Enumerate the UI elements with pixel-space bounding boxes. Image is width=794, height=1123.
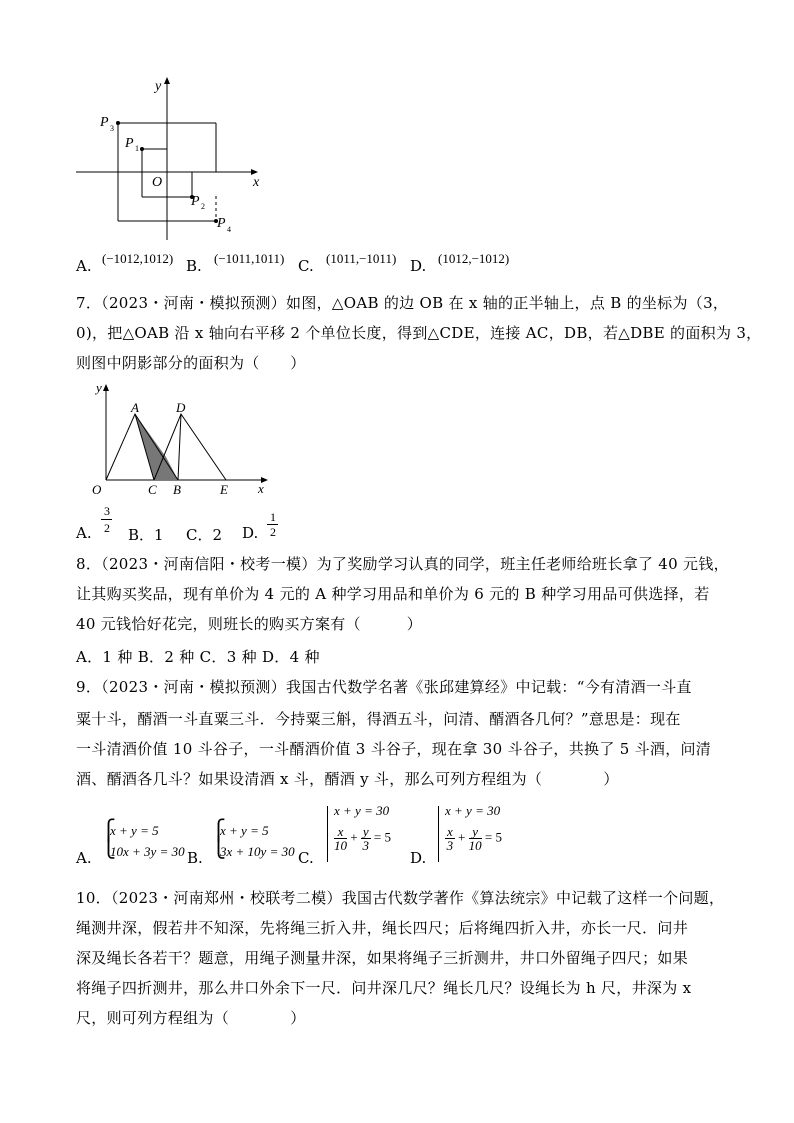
q6-label-p2-sub: 2	[201, 202, 205, 211]
q10-text-line-3: 深及绳长各若干？题意，用绳子测量井深，如果将绳子三折测井，井口外留绳子四尺；如果	[76, 949, 689, 967]
q9-option-c-n2: y	[362, 824, 369, 839]
q7-y-arrow	[103, 384, 109, 391]
q6-option-d-value[interactable]: (1012,−1012)	[438, 251, 510, 266]
q9-option-d-d2: 10	[468, 838, 482, 853]
q9-option-d-d1: 3	[446, 838, 454, 853]
q9-option-c-d2: 3	[362, 838, 369, 853]
q7-option-d-num[interactable]: 1	[270, 510, 276, 524]
q9-text-line-1: 9．（2023・河南・模拟预测）我国古代数学名著《张邱建算经》中记载：“今有清酒一斗直	[76, 678, 692, 696]
q7-text-line-3: 则图中阴影部分的面积为（ ）	[76, 354, 306, 372]
q7-label-o: O	[92, 482, 102, 497]
q9-option-a-brace-top: ⎧	[101, 820, 116, 842]
q9-option-a-eq1[interactable]: x + y = 5	[110, 823, 159, 838]
q7-option-d-den[interactable]: 2	[270, 525, 276, 539]
q7-segment-db	[178, 414, 181, 480]
q9-option-c-eq2[interactable]	[334, 825, 391, 852]
q9-option-b-brace-bottom: ⎩	[211, 837, 226, 859]
q7-triangle-figure	[88, 378, 278, 500]
q7-option-a-num[interactable]: 3	[104, 504, 110, 518]
q9-option-c-letter[interactable]: C.	[298, 849, 314, 867]
q6-label-p3-sub: 3	[110, 124, 114, 133]
q9-option-c-n1: x	[334, 825, 347, 839]
q7-option-b[interactable]: B．1	[128, 526, 164, 544]
q9-option-b-eq1[interactable]: x + y = 5	[220, 823, 269, 838]
q6-y-arrow	[164, 77, 170, 84]
q9-option-c-eq: = 5	[373, 829, 391, 845]
q9-option-b-eq2[interactable]: 3x + 10y = 30	[220, 844, 295, 859]
q6-coordinate-figure	[70, 75, 270, 245]
q9-option-d-eq2[interactable]	[445, 825, 502, 852]
q6-label-p1: P	[125, 136, 134, 151]
q8-text-line-3: 40 元钱恰好花完，则班长的购买方案有（ ）	[76, 615, 423, 633]
q7-label-c: C	[148, 482, 157, 497]
q8-text-line-1: 8．（2023・河南信阳・校考一模）为了奖励学习认真的同学，班主任老师给班长拿了 40 元钱，	[76, 555, 729, 573]
q9-option-a-brace-bottom: ⎩	[101, 837, 116, 859]
q9-option-d-n2: y	[469, 825, 482, 839]
q7-text-line-1: 7．（2023・河南・模拟预测）如图，△OAB 的边 OB 在 x 轴的正半轴上，点 B 的坐标为（3，	[76, 294, 729, 312]
q6-point-p3	[116, 121, 120, 125]
q7-option-c[interactable]: C．2	[186, 526, 223, 544]
q7-label-a: A	[131, 400, 139, 415]
q10-text-line-4: 将绳子四折测井，那么井口外余下一尺．问井深几尺？绳长几尺？设绳长为 h 尺，井深为 x	[76, 979, 692, 997]
q7-label-e: E	[220, 482, 228, 497]
q6-label-x: x	[253, 175, 260, 190]
q9-option-d-plus: +	[458, 829, 466, 845]
q9-option-c-plus: +	[350, 829, 358, 845]
q9-option-b-brace-top: ⎧	[211, 820, 226, 842]
q10-text-line-5: 尺，则可列方程组为（ ）	[76, 1009, 306, 1027]
q9-text-line-3: 一斗清酒价值 10 斗谷子，一斗醑酒价值 3 斗谷子，现在拿 30 斗谷子，共换了 5 斗酒，问清	[76, 740, 712, 758]
q8-text-line-2: 让其购买奖品，现有单价为 4 元的 A 种学习用品和单价为 6 元的 B 种学习用品可供选择，若	[76, 585, 710, 603]
q7-label-x: x	[258, 481, 264, 496]
q6-option-c-letter[interactable]: C.	[298, 257, 314, 275]
q9-option-c-brace	[327, 806, 328, 862]
q9-option-d-eq: = 5	[484, 829, 502, 845]
q9-text-line-2: 粟十斗，醑酒一斗直粟三斗．今持粟三斛，得酒五斗，问清、醑酒各几何？”意思是：现在	[76, 710, 681, 728]
q6-option-a-letter[interactable]: A.	[76, 257, 92, 275]
q7-option-a-fraction-bar	[101, 519, 112, 520]
q7-label-b: B	[173, 482, 181, 497]
q6-label-p1-sub: 1	[135, 144, 139, 153]
q7-label-y: y	[96, 380, 102, 395]
q6-option-b-value[interactable]: (−1011,1011)	[214, 251, 285, 266]
q9-option-d-brace	[438, 806, 439, 862]
q10-text-line-2: 绳测井深，假若井不知深，先将绳三折入井，绳长四尺；后将绳四折入井，亦长一尺．问井	[76, 919, 689, 937]
q9-option-a-eq2[interactable]: 10x + 3y = 30	[110, 844, 185, 859]
q6-label-p4: P	[217, 216, 226, 231]
q9-option-c-eq1[interactable]: x + y = 30	[334, 803, 390, 818]
q9-option-d-n1: x	[447, 824, 453, 839]
q6-label-p3: P	[100, 115, 109, 130]
q9-text-line-4: 酒、醑酒各几斗？如果设清酒 x 斗，醑酒 y 斗，那么可列方程组为（ ）	[76, 770, 619, 788]
q9-option-c-d1: 10	[334, 838, 347, 853]
q6-label-y: y	[155, 79, 162, 94]
q6-label-o: O	[152, 175, 163, 190]
q6-option-d-letter[interactable]: D.	[410, 257, 427, 275]
q6-option-b-letter[interactable]: B.	[186, 257, 202, 275]
q9-option-d-letter[interactable]: D.	[410, 849, 427, 867]
q6-label-p4-sub: 4	[227, 225, 231, 234]
q7-text-line-2: 0)，把△OAB 沿 x 轴向右平移 2 个单位长度，得到△CDE，连接 AC，DB，若△DBE 的面积为 3，	[76, 324, 762, 342]
q6-option-a-value[interactable]: (−1012,1012)	[102, 251, 174, 266]
q9-option-d-eq1[interactable]: x + y = 30	[445, 803, 501, 818]
q7-option-d-letter[interactable]: D.	[242, 524, 259, 542]
q9-option-a-letter[interactable]: A.	[76, 849, 92, 867]
q6-label-p2: P	[191, 194, 200, 209]
q8-options[interactable]: A．1 种 B．2 种 C．3 种 D．4 种	[76, 648, 320, 666]
q6-option-c-value[interactable]: (1011,−1011)	[326, 251, 397, 266]
q9-option-b-letter[interactable]: B.	[187, 849, 203, 867]
q10-text-line-1: 10．（2023・河南郑州・校联考二模）我国古代数学著作《算法统宗》中记载了这样一个问题，	[76, 889, 725, 907]
q7-label-d: D	[176, 400, 186, 415]
q7-option-a-den[interactable]: 2	[104, 521, 110, 535]
q6-point-p1	[140, 147, 144, 151]
q7-option-a-letter[interactable]: A.	[76, 524, 92, 542]
